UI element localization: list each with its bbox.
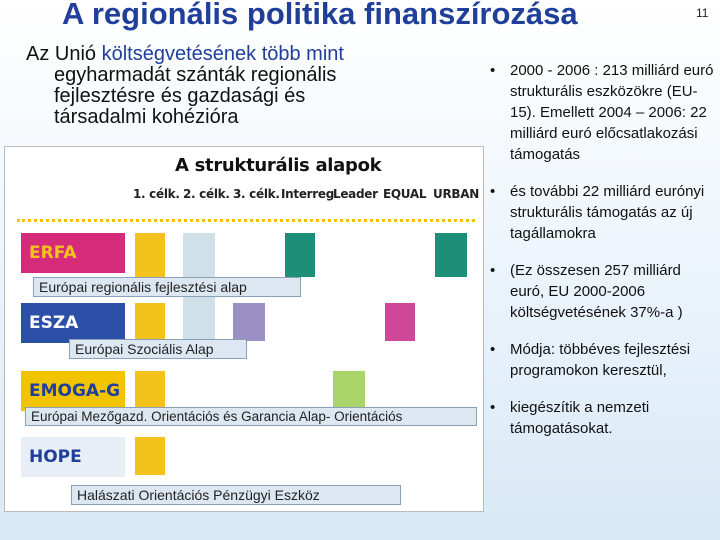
- slide-number: 11: [696, 6, 709, 20]
- fund-box-emoga-g: EMOGA-G: [21, 371, 125, 411]
- bar-esza-cel2: [183, 303, 215, 341]
- bar-esza-cel3: [233, 303, 265, 341]
- bar-emoga-cel1: [135, 371, 165, 409]
- bar-emoga-leader: [333, 371, 365, 409]
- intro-part1: Az Unió: [26, 43, 102, 65]
- chart-title: A strukturális alapok: [175, 155, 382, 176]
- column-head-cel3: 3. célk.: [233, 187, 280, 201]
- column-head-interreg: Interreg: [281, 187, 335, 201]
- intro-line-3: fejlesztésre és gazdasági és: [54, 85, 306, 107]
- column-head-equal: EQUAL: [383, 187, 427, 201]
- intro-line-4: társadalmi kohézióra: [54, 106, 239, 128]
- column-head-cel1: 1. célk.: [133, 187, 180, 201]
- bar-hope-cel1: [135, 437, 165, 475]
- separator-line: [17, 219, 475, 222]
- fund-box-hope: HOPE: [21, 437, 125, 477]
- page-title: A regionális politika finanszírozása: [62, 0, 578, 31]
- bullet-item: • kiegészítik a nemzeti támogatásokat.: [490, 397, 716, 439]
- column-head-urban: URBAN: [433, 187, 479, 201]
- intro-highlight: költségvetésének több mint: [101, 43, 344, 65]
- bar-esza-equal: [385, 303, 415, 341]
- bar-erfa-cel1: [135, 233, 165, 277]
- bullet-item: • 2000 - 2006 : 213 milliárd euró strukturális eszközökre (EU-15). Emellett 2004 – 2006: 22 milliárd euró előcsatlakozási támogatás: [490, 60, 716, 165]
- bar-erfa-interreg: [285, 233, 315, 277]
- bullet-list: [490, 60, 716, 439]
- bar-esza-cel1: [135, 303, 165, 341]
- structural-funds-chart: [4, 146, 484, 512]
- fund-box-erfa: ERFA: [21, 233, 125, 273]
- fund-label-esza: Európai Szociális Alap: [69, 339, 247, 359]
- column-head-leader: Leader: [333, 187, 378, 201]
- bullet-item: • Módja: többéves fejlesztési programokon keresztül,: [490, 339, 716, 381]
- fund-label-hope: Halászati Orientációs Pénzügyi Eszköz: [71, 485, 401, 505]
- fund-label-emoga-g: Európai Mezőgazd. Orientációs és Garancia Alap- Orientációs: [25, 407, 477, 426]
- bullet-item: • és további 22 milliárd eurónyi strukturális támogatás az új tagállamokra: [490, 181, 716, 244]
- bullet-item: • (Ez összesen 257 milliárd euró, EU 2000-2006 költségvetésének 37%-a ): [490, 260, 716, 323]
- column-head-cel2: 2. célk.: [183, 187, 230, 201]
- fund-label-erfa: Európai regionális fejlesztési alap: [33, 277, 301, 297]
- bar-erfa-urban: [435, 233, 467, 277]
- intro-line-1: [26, 44, 466, 65]
- intro-line-2: egyharmadát szánták regionális: [54, 64, 337, 86]
- fund-box-esza: ESZA: [21, 303, 125, 343]
- intro-text: [26, 44, 466, 128]
